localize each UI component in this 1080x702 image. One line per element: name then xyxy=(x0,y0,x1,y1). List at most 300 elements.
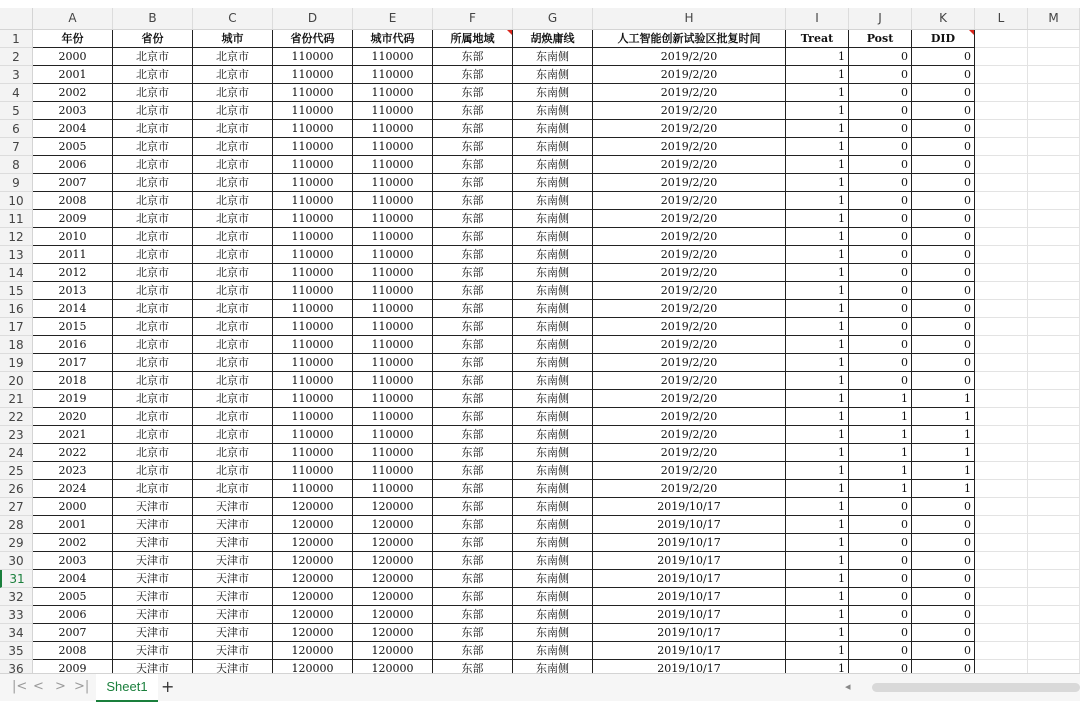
table-cell[interactable]: 2006 xyxy=(33,156,113,174)
table-cell[interactable]: 1 xyxy=(849,408,912,426)
table-cell[interactable] xyxy=(1028,246,1080,264)
table-cell[interactable]: 东部 xyxy=(433,336,513,354)
row-header-32[interactable]: 32 xyxy=(0,588,32,606)
table-cell[interactable]: 天津市 xyxy=(193,570,273,588)
table-cell[interactable]: 东南侧 xyxy=(513,606,593,624)
row-header-7[interactable]: 7 xyxy=(0,138,32,156)
table-cell[interactable]: 0 xyxy=(849,588,912,606)
table-cell[interactable]: 东南侧 xyxy=(513,660,593,673)
table-cell[interactable]: 0 xyxy=(912,336,975,354)
table-cell[interactable]: 2003 xyxy=(33,552,113,570)
table-cell[interactable]: 天津市 xyxy=(193,552,273,570)
row-header-3[interactable]: 3 xyxy=(0,66,32,84)
table-cell[interactable]: 0 xyxy=(912,606,975,624)
column-header-h[interactable]: H xyxy=(593,8,786,29)
table-cell[interactable]: 2019/2/20 xyxy=(593,102,786,120)
table-cell[interactable]: 北京市 xyxy=(113,174,193,192)
row-header-13[interactable]: 13 xyxy=(0,246,32,264)
table-cell[interactable]: 北京市 xyxy=(113,390,193,408)
header-cell[interactable]: 城市 xyxy=(193,30,273,48)
table-cell[interactable]: 北京市 xyxy=(193,408,273,426)
table-cell[interactable]: 北京市 xyxy=(193,138,273,156)
table-cell[interactable]: 2007 xyxy=(33,174,113,192)
row-header-29[interactable]: 29 xyxy=(0,534,32,552)
table-cell[interactable]: 1 xyxy=(786,120,849,138)
table-cell[interactable]: 1 xyxy=(786,102,849,120)
table-cell[interactable]: 0 xyxy=(912,66,975,84)
table-cell[interactable] xyxy=(975,192,1028,210)
table-cell[interactable]: 110000 xyxy=(353,138,433,156)
table-cell[interactable]: 0 xyxy=(849,534,912,552)
table-cell[interactable]: 北京市 xyxy=(193,102,273,120)
table-cell[interactable]: 2017 xyxy=(33,354,113,372)
table-cell[interactable] xyxy=(1028,444,1080,462)
table-cell[interactable]: 120000 xyxy=(273,552,353,570)
table-cell[interactable]: 2019/2/20 xyxy=(593,66,786,84)
table-cell[interactable]: 2001 xyxy=(33,66,113,84)
table-cell[interactable]: 120000 xyxy=(353,588,433,606)
table-cell[interactable]: 北京市 xyxy=(113,156,193,174)
table-cell[interactable]: 2009 xyxy=(33,660,113,673)
table-cell[interactable] xyxy=(975,606,1028,624)
table-cell[interactable]: 天津市 xyxy=(193,516,273,534)
table-cell[interactable]: 东南侧 xyxy=(513,174,593,192)
table-cell[interactable] xyxy=(1028,408,1080,426)
table-cell[interactable]: 110000 xyxy=(273,444,353,462)
table-cell[interactable]: 东部 xyxy=(433,84,513,102)
table-cell[interactable]: 110000 xyxy=(273,408,353,426)
table-cell[interactable]: 1 xyxy=(849,480,912,498)
table-cell[interactable] xyxy=(975,570,1028,588)
table-cell[interactable] xyxy=(975,318,1028,336)
table-cell[interactable]: 东南侧 xyxy=(513,48,593,66)
row-header-30[interactable]: 30 xyxy=(0,552,32,570)
table-cell[interactable]: 120000 xyxy=(353,624,433,642)
table-cell[interactable]: 120000 xyxy=(273,570,353,588)
table-cell[interactable]: 东南侧 xyxy=(513,156,593,174)
table-cell[interactable] xyxy=(975,624,1028,642)
table-cell[interactable] xyxy=(975,264,1028,282)
table-cell[interactable]: 1 xyxy=(786,138,849,156)
table-cell[interactable]: 120000 xyxy=(353,534,433,552)
table-cell[interactable]: 2019/10/17 xyxy=(593,516,786,534)
table-cell[interactable]: 2008 xyxy=(33,642,113,660)
table-cell[interactable]: 110000 xyxy=(353,462,433,480)
table-cell[interactable]: 东部 xyxy=(433,228,513,246)
table-cell[interactable] xyxy=(1028,174,1080,192)
table-cell[interactable]: 东部 xyxy=(433,210,513,228)
table-cell[interactable]: 1 xyxy=(786,300,849,318)
table-cell[interactable] xyxy=(975,372,1028,390)
table-cell[interactable]: 东南侧 xyxy=(513,480,593,498)
table-cell[interactable]: 2007 xyxy=(33,624,113,642)
table-cell[interactable]: 0 xyxy=(912,138,975,156)
table-cell[interactable]: 东南侧 xyxy=(513,498,593,516)
table-cell[interactable] xyxy=(1028,336,1080,354)
row-header-24[interactable]: 24 xyxy=(0,444,32,462)
table-cell[interactable]: 1 xyxy=(786,660,849,673)
table-cell[interactable]: 0 xyxy=(912,498,975,516)
table-cell[interactable] xyxy=(1028,138,1080,156)
table-cell[interactable]: 2019/2/20 xyxy=(593,120,786,138)
header-cell[interactable]: DID xyxy=(912,30,975,48)
table-cell[interactable]: 1 xyxy=(912,480,975,498)
table-cell[interactable]: 2016 xyxy=(33,336,113,354)
table-cell[interactable] xyxy=(1028,48,1080,66)
table-cell[interactable]: 天津市 xyxy=(193,624,273,642)
table-cell[interactable] xyxy=(975,408,1028,426)
column-header-f[interactable]: F xyxy=(433,8,513,29)
table-cell[interactable]: 东部 xyxy=(433,66,513,84)
table-cell[interactable]: 110000 xyxy=(273,426,353,444)
table-cell[interactable]: 北京市 xyxy=(193,300,273,318)
table-cell[interactable]: 天津市 xyxy=(193,660,273,673)
table-cell[interactable]: 120000 xyxy=(353,570,433,588)
table-cell[interactable] xyxy=(1028,66,1080,84)
table-cell[interactable]: 2019/2/20 xyxy=(593,246,786,264)
table-cell[interactable]: 1 xyxy=(786,48,849,66)
header-cell[interactable]: 人工智能创新试验区批复时间 xyxy=(593,30,786,48)
table-cell[interactable]: 东南侧 xyxy=(513,372,593,390)
table-cell[interactable]: 1 xyxy=(912,390,975,408)
table-cell[interactable]: 110000 xyxy=(273,462,353,480)
table-cell[interactable]: 1 xyxy=(849,444,912,462)
table-cell[interactable]: 东部 xyxy=(433,498,513,516)
table-cell[interactable]: 1 xyxy=(786,390,849,408)
table-cell[interactable]: 东部 xyxy=(433,264,513,282)
table-cell[interactable]: 2020 xyxy=(33,408,113,426)
table-cell[interactable]: 2022 xyxy=(33,444,113,462)
table-cell[interactable]: 0 xyxy=(849,48,912,66)
row-header-35[interactable]: 35 xyxy=(0,642,32,660)
table-cell[interactable]: 北京市 xyxy=(113,210,193,228)
table-cell[interactable]: 北京市 xyxy=(193,390,273,408)
table-cell[interactable]: 天津市 xyxy=(113,606,193,624)
table-cell[interactable]: 1 xyxy=(786,264,849,282)
table-cell[interactable]: 1 xyxy=(786,174,849,192)
table-cell[interactable]: 110000 xyxy=(353,66,433,84)
table-cell[interactable]: 天津市 xyxy=(113,642,193,660)
table-cell[interactable]: 110000 xyxy=(353,228,433,246)
table-cell[interactable]: 110000 xyxy=(353,264,433,282)
table-cell[interactable]: 110000 xyxy=(273,210,353,228)
table-cell[interactable]: 东南侧 xyxy=(513,588,593,606)
table-cell[interactable]: 天津市 xyxy=(193,588,273,606)
table-cell[interactable]: 天津市 xyxy=(113,588,193,606)
row-header-12[interactable]: 12 xyxy=(0,228,32,246)
table-cell[interactable]: 2019/10/17 xyxy=(593,498,786,516)
table-cell[interactable]: 0 xyxy=(912,588,975,606)
table-cell[interactable]: 110000 xyxy=(353,408,433,426)
table-cell[interactable]: 北京市 xyxy=(193,318,273,336)
table-cell[interactable] xyxy=(1028,588,1080,606)
table-cell[interactable]: 1 xyxy=(786,66,849,84)
table-cell[interactable]: 0 xyxy=(912,624,975,642)
table-cell[interactable]: 110000 xyxy=(353,48,433,66)
table-cell[interactable]: 2009 xyxy=(33,210,113,228)
table-cell[interactable]: 北京市 xyxy=(193,228,273,246)
table-cell[interactable]: 天津市 xyxy=(193,534,273,552)
table-cell[interactable]: 1 xyxy=(849,426,912,444)
table-cell[interactable] xyxy=(975,534,1028,552)
table-cell[interactable]: 0 xyxy=(912,642,975,660)
table-cell[interactable]: 0 xyxy=(849,228,912,246)
table-cell[interactable]: 110000 xyxy=(273,336,353,354)
table-cell[interactable]: 0 xyxy=(849,300,912,318)
table-cell[interactable]: 天津市 xyxy=(113,498,193,516)
table-cell[interactable] xyxy=(975,66,1028,84)
table-cell[interactable]: 110000 xyxy=(273,300,353,318)
header-cell[interactable]: 胡焕庸线 xyxy=(513,30,593,48)
table-cell[interactable]: 1 xyxy=(912,462,975,480)
table-cell[interactable]: 东部 xyxy=(433,48,513,66)
table-cell[interactable]: 110000 xyxy=(353,246,433,264)
table-cell[interactable]: 1 xyxy=(786,462,849,480)
table-cell[interactable]: 1 xyxy=(786,498,849,516)
table-cell[interactable]: 110000 xyxy=(353,444,433,462)
row-header-8[interactable]: 8 xyxy=(0,156,32,174)
table-cell[interactable]: 0 xyxy=(849,156,912,174)
table-cell[interactable]: 东部 xyxy=(433,192,513,210)
table-cell[interactable]: 2019/2/20 xyxy=(593,138,786,156)
table-cell[interactable] xyxy=(975,156,1028,174)
table-cell[interactable]: 110000 xyxy=(273,156,353,174)
row-header-11[interactable]: 11 xyxy=(0,210,32,228)
row-header-6[interactable]: 6 xyxy=(0,120,32,138)
table-cell[interactable]: 东部 xyxy=(433,318,513,336)
table-cell[interactable]: 0 xyxy=(849,282,912,300)
table-cell[interactable]: 2019/10/17 xyxy=(593,642,786,660)
table-cell[interactable]: 0 xyxy=(912,174,975,192)
table-cell[interactable]: 天津市 xyxy=(113,570,193,588)
row-header-31[interactable]: 31 xyxy=(0,570,32,588)
table-cell[interactable]: 1 xyxy=(786,516,849,534)
row-header-26[interactable]: 26 xyxy=(0,480,32,498)
table-cell[interactable]: 110000 xyxy=(353,426,433,444)
table-cell[interactable]: 北京市 xyxy=(193,480,273,498)
table-cell[interactable]: 2013 xyxy=(33,282,113,300)
table-cell[interactable]: 天津市 xyxy=(193,642,273,660)
table-cell[interactable]: 110000 xyxy=(353,282,433,300)
table-cell[interactable] xyxy=(1028,606,1080,624)
table-cell[interactable]: 0 xyxy=(912,534,975,552)
table-cell[interactable]: 2019/2/20 xyxy=(593,480,786,498)
table-cell[interactable]: 2019/10/17 xyxy=(593,588,786,606)
row-header-19[interactable]: 19 xyxy=(0,354,32,372)
table-cell[interactable]: 120000 xyxy=(273,624,353,642)
table-cell[interactable]: 0 xyxy=(912,300,975,318)
table-cell[interactable]: 2019/2/20 xyxy=(593,84,786,102)
next-sheet-button[interactable]: > xyxy=(55,679,66,694)
table-cell[interactable] xyxy=(975,174,1028,192)
table-cell[interactable]: 2019/2/20 xyxy=(593,264,786,282)
select-all-corner[interactable] xyxy=(0,8,33,29)
table-cell[interactable]: 0 xyxy=(912,318,975,336)
table-cell[interactable]: 北京市 xyxy=(113,354,193,372)
table-cell[interactable]: 110000 xyxy=(273,354,353,372)
table-cell[interactable]: 北京市 xyxy=(113,192,193,210)
table-cell[interactable]: 2006 xyxy=(33,606,113,624)
table-cell[interactable]: 0 xyxy=(849,516,912,534)
table-cell[interactable]: 0 xyxy=(849,660,912,673)
table-cell[interactable]: 1 xyxy=(786,426,849,444)
table-cell[interactable] xyxy=(1028,624,1080,642)
header-cell[interactable] xyxy=(1028,30,1080,48)
table-cell[interactable]: 北京市 xyxy=(193,282,273,300)
table-cell[interactable]: 东部 xyxy=(433,570,513,588)
table-cell[interactable] xyxy=(975,84,1028,102)
table-cell[interactable]: 东南侧 xyxy=(513,444,593,462)
table-cell[interactable]: 1 xyxy=(786,444,849,462)
table-cell[interactable]: 1 xyxy=(786,642,849,660)
table-cell[interactable]: 东部 xyxy=(433,372,513,390)
table-cell[interactable]: 1 xyxy=(786,318,849,336)
table-cell[interactable]: 2001 xyxy=(33,516,113,534)
table-cell[interactable]: 0 xyxy=(849,570,912,588)
add-sheet-button[interactable]: + xyxy=(161,677,175,696)
column-header-j[interactable]: J xyxy=(849,8,912,29)
table-cell[interactable] xyxy=(1028,570,1080,588)
table-cell[interactable]: 0 xyxy=(912,354,975,372)
table-cell[interactable]: 0 xyxy=(912,282,975,300)
table-cell[interactable] xyxy=(1028,552,1080,570)
table-cell[interactable] xyxy=(975,426,1028,444)
table-cell[interactable]: 北京市 xyxy=(113,66,193,84)
table-cell[interactable]: 2014 xyxy=(33,300,113,318)
table-cell[interactable]: 东部 xyxy=(433,480,513,498)
table-cell[interactable]: 北京市 xyxy=(193,210,273,228)
table-cell[interactable]: 2019/2/20 xyxy=(593,318,786,336)
table-cell[interactable]: 0 xyxy=(912,84,975,102)
table-cell[interactable]: 东部 xyxy=(433,282,513,300)
horizontal-scrollbar[interactable] xyxy=(872,683,1080,692)
table-cell[interactable] xyxy=(1028,120,1080,138)
table-cell[interactable]: 北京市 xyxy=(113,102,193,120)
table-cell[interactable]: 110000 xyxy=(273,66,353,84)
table-cell[interactable]: 东部 xyxy=(433,606,513,624)
row-header-14[interactable]: 14 xyxy=(0,264,32,282)
header-cell[interactable]: Treat xyxy=(786,30,849,48)
row-header-10[interactable]: 10 xyxy=(0,192,32,210)
table-cell[interactable]: 北京市 xyxy=(113,138,193,156)
table-cell[interactable]: 110000 xyxy=(353,390,433,408)
table-cell[interactable]: 2019/2/20 xyxy=(593,174,786,192)
header-cell[interactable]: Post xyxy=(849,30,912,48)
table-cell[interactable]: 东南侧 xyxy=(513,120,593,138)
table-cell[interactable] xyxy=(1028,372,1080,390)
table-cell[interactable]: 1 xyxy=(912,408,975,426)
table-cell[interactable] xyxy=(975,354,1028,372)
table-cell[interactable]: 0 xyxy=(912,264,975,282)
table-cell[interactable]: 110000 xyxy=(353,102,433,120)
table-cell[interactable]: 0 xyxy=(849,372,912,390)
table-cell[interactable]: 2019/2/20 xyxy=(593,192,786,210)
table-cell[interactable]: 120000 xyxy=(353,606,433,624)
row-header-16[interactable]: 16 xyxy=(0,300,32,318)
table-cell[interactable]: 1 xyxy=(786,84,849,102)
table-cell[interactable]: 120000 xyxy=(273,642,353,660)
table-cell[interactable]: 0 xyxy=(912,156,975,174)
row-header-2[interactable]: 2 xyxy=(0,48,32,66)
table-cell[interactable]: 120000 xyxy=(273,534,353,552)
table-cell[interactable]: 北京市 xyxy=(193,372,273,390)
table-cell[interactable] xyxy=(975,228,1028,246)
row-header-9[interactable]: 9 xyxy=(0,174,32,192)
column-header-m[interactable]: M xyxy=(1028,8,1080,29)
table-cell[interactable]: 北京市 xyxy=(193,120,273,138)
table-cell[interactable]: 0 xyxy=(849,102,912,120)
table-cell[interactable]: 2019/10/17 xyxy=(593,552,786,570)
table-cell[interactable]: 北京市 xyxy=(113,372,193,390)
table-cell[interactable] xyxy=(1028,354,1080,372)
table-cell[interactable]: 东南侧 xyxy=(513,516,593,534)
table-cell[interactable]: 北京市 xyxy=(113,264,193,282)
table-cell[interactable]: 1 xyxy=(786,372,849,390)
table-cell[interactable]: 2003 xyxy=(33,102,113,120)
table-cell[interactable]: 2000 xyxy=(33,48,113,66)
row-header-28[interactable]: 28 xyxy=(0,516,32,534)
table-cell[interactable] xyxy=(975,552,1028,570)
table-cell[interactable]: 120000 xyxy=(273,588,353,606)
table-cell[interactable] xyxy=(1028,84,1080,102)
table-cell[interactable]: 天津市 xyxy=(193,498,273,516)
table-cell[interactable]: 0 xyxy=(849,318,912,336)
table-cell[interactable] xyxy=(975,102,1028,120)
table-cell[interactable]: 东南侧 xyxy=(513,624,593,642)
scroll-left-icon[interactable]: ◂ xyxy=(845,680,851,693)
table-cell[interactable]: 2012 xyxy=(33,264,113,282)
table-cell[interactable]: 0 xyxy=(849,84,912,102)
table-cell[interactable] xyxy=(975,444,1028,462)
table-cell[interactable]: 110000 xyxy=(273,282,353,300)
table-cell[interactable]: 1 xyxy=(849,390,912,408)
table-cell[interactable]: 0 xyxy=(912,192,975,210)
table-cell[interactable]: 北京市 xyxy=(193,246,273,264)
table-cell[interactable] xyxy=(975,642,1028,660)
table-cell[interactable]: 2000 xyxy=(33,498,113,516)
table-cell[interactable]: 0 xyxy=(912,516,975,534)
table-cell[interactable]: 北京市 xyxy=(113,282,193,300)
table-cell[interactable]: 110000 xyxy=(273,264,353,282)
table-cell[interactable]: 东部 xyxy=(433,300,513,318)
table-cell[interactable] xyxy=(1028,300,1080,318)
row-header-20[interactable]: 20 xyxy=(0,372,32,390)
table-cell[interactable] xyxy=(1028,498,1080,516)
table-cell[interactable]: 北京市 xyxy=(113,426,193,444)
table-cell[interactable]: 东南侧 xyxy=(513,462,593,480)
table-cell[interactable]: 北京市 xyxy=(113,84,193,102)
table-cell[interactable]: 1 xyxy=(849,462,912,480)
table-cell[interactable]: 0 xyxy=(849,210,912,228)
table-cell[interactable]: 2019/2/20 xyxy=(593,354,786,372)
table-cell[interactable]: 北京市 xyxy=(113,300,193,318)
table-cell[interactable]: 北京市 xyxy=(193,444,273,462)
table-cell[interactable]: 2019/10/17 xyxy=(593,624,786,642)
table-cell[interactable] xyxy=(1028,516,1080,534)
table-cell[interactable]: 2019/2/20 xyxy=(593,210,786,228)
row-header-4[interactable]: 4 xyxy=(0,84,32,102)
table-cell[interactable]: 120000 xyxy=(273,516,353,534)
row-header-17[interactable]: 17 xyxy=(0,318,32,336)
table-cell[interactable]: 北京市 xyxy=(113,444,193,462)
table-cell[interactable]: 120000 xyxy=(353,660,433,673)
prev-sheet-button[interactable]: < xyxy=(33,679,44,694)
row-header-21[interactable]: 21 xyxy=(0,390,32,408)
table-cell[interactable]: 120000 xyxy=(353,552,433,570)
table-cell[interactable]: 1 xyxy=(786,192,849,210)
table-cell[interactable] xyxy=(975,246,1028,264)
table-cell[interactable]: 110000 xyxy=(273,480,353,498)
